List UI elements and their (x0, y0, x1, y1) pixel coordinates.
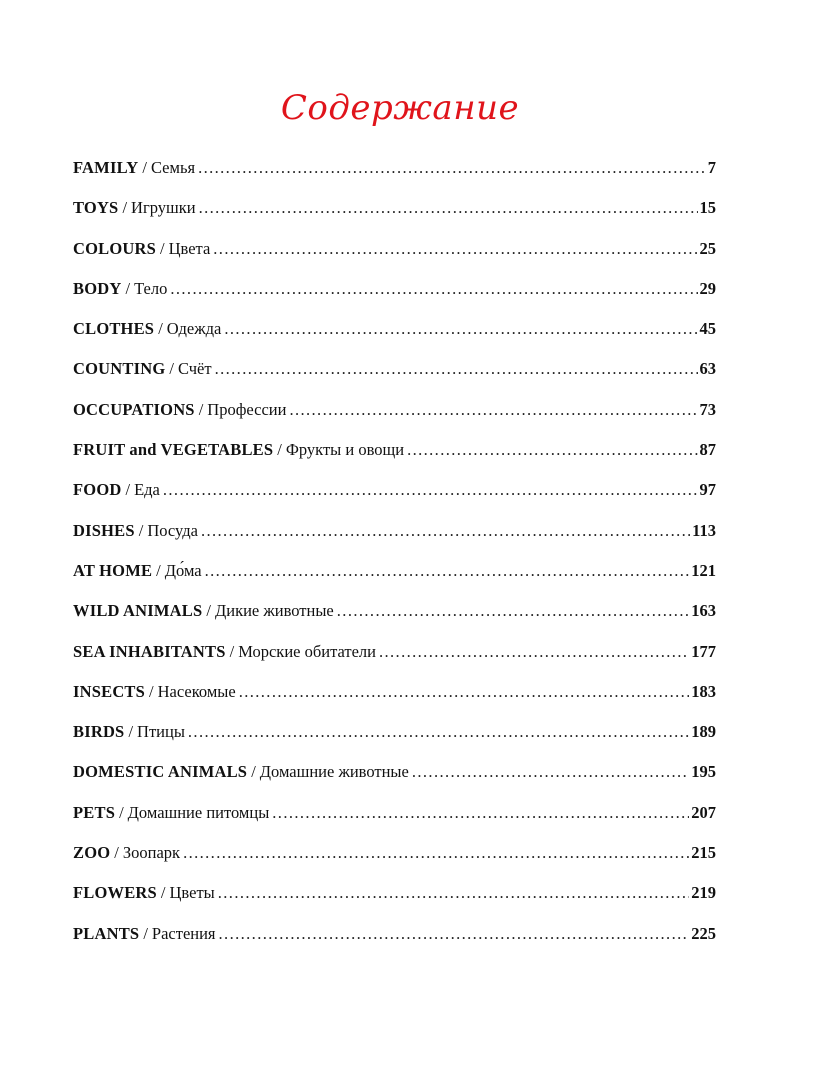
toc-entry[interactable] (73, 752, 716, 792)
toc-entry[interactable] (73, 148, 716, 188)
toc-entry[interactable] (73, 551, 716, 591)
toc-entry[interactable] (73, 349, 716, 389)
toc-entry-page-number: 225 (691, 923, 716, 943)
toc-entry-russian-title: До́ма (164, 560, 202, 580)
toc-entry-russian-title: Тело (134, 278, 168, 298)
toc-entry-page-number: 73 (699, 399, 716, 419)
toc-entry-separator: / (125, 480, 131, 500)
toc-dot-leader (215, 349, 698, 389)
toc-entry-russian-title: Цвета (168, 238, 211, 258)
toc-entry-page-number: 219 (691, 883, 716, 903)
toc-entry-page-number: 15 (699, 198, 716, 218)
toc-dot-leader (407, 430, 697, 470)
toc-dot-leader (219, 914, 690, 954)
toc-dot-leader (163, 470, 698, 510)
toc-entry[interactable] (73, 430, 716, 470)
toc-entry-english-title: BODY (73, 278, 122, 298)
toc-entry-english-title: DOMESTIC ANIMALS (73, 762, 248, 782)
toc-entry[interactable] (73, 511, 716, 551)
toc-entry-english-title: TOYS (73, 198, 119, 218)
toc-entry[interactable] (73, 793, 716, 833)
toc-entry-separator: / (169, 359, 174, 379)
toc-entry-page-number: 45 (699, 319, 716, 339)
toc-entry-russian-title: Счёт (177, 359, 212, 379)
toc-entry-separator: / (149, 681, 154, 701)
toc-entry[interactable] (73, 672, 716, 712)
toc-entry[interactable] (73, 229, 716, 269)
toc-entry-russian-title: Цветы (169, 883, 215, 903)
toc-entry-english-title: FLOWERS (73, 883, 157, 903)
toc-entry-english-title: SEA INHABITANTS (73, 641, 226, 661)
toc-entry[interactable] (73, 591, 716, 631)
toc-entry-separator: / (122, 198, 128, 218)
toc-entry-english-title: COUNTING (73, 359, 166, 379)
toc-entry-page-number: 7 (707, 158, 716, 177)
toc-entry-english-title: INSECTS (73, 681, 146, 701)
toc-entry[interactable] (73, 470, 716, 510)
toc-dot-leader (272, 793, 689, 833)
toc-entry-english-title: PLANTS (73, 923, 140, 943)
toc-entry-russian-title: Насекомые (157, 681, 236, 701)
toc-entry-page-number: 183 (691, 681, 716, 701)
toc-dot-leader (205, 551, 690, 591)
toc-entry[interactable] (73, 833, 716, 873)
toc-dot-leader (188, 712, 689, 752)
toc-entry-english-title: BIRDS (73, 722, 125, 742)
toc-entry-english-title: FOOD (73, 480, 122, 500)
toc-entry-page-number: 25 (699, 238, 716, 258)
toc-entry-russian-title: Дикие животные (214, 601, 334, 621)
toc-entry-separator: / (114, 843, 119, 863)
toc-dot-leader (218, 873, 690, 913)
toc-entry-separator: / (198, 399, 204, 419)
toc-entry-russian-title: Одежда (166, 319, 222, 339)
toc-entry-page-number: 29 (699, 278, 716, 298)
toc-entry-russian-title: Растения (151, 923, 216, 943)
toc-entry-separator: / (160, 238, 165, 258)
toc-entry[interactable] (73, 873, 716, 913)
toc-entry-separator: / (229, 641, 235, 661)
toc-entry-separator: / (138, 520, 144, 540)
toc-entry-russian-title: Посуда (147, 520, 198, 540)
toc-entry-english-title: FAMILY (73, 158, 139, 177)
toc-entry-separator: / (119, 802, 124, 822)
toc-entry-separator: / (156, 560, 161, 580)
toc-entry-page-number: 87 (699, 440, 716, 460)
toc-dot-leader (198, 148, 706, 188)
toc-entry-separator: / (251, 762, 256, 782)
toc-entry-russian-title: Семья (150, 158, 196, 177)
toc-entry-russian-title: Домашние животные (259, 762, 409, 782)
toc-dot-leader (379, 632, 689, 672)
toc-entry[interactable] (73, 309, 716, 349)
toc-entry-page-number: 121 (691, 560, 716, 580)
toc-entry-english-title: AT HOME (73, 560, 153, 580)
toc-entry-english-title: OCCUPATIONS (73, 399, 195, 419)
toc-entry-english-title: CLOTHES (73, 319, 155, 339)
toc-entry-page-number: 195 (691, 762, 716, 782)
toc-entry-english-title: FRUIT and VEGETABLES (73, 440, 274, 460)
toc-entry-russian-title: Птицы (137, 722, 185, 742)
toc-entry-russian-title: Морские обитатели (238, 641, 376, 661)
toc-dot-leader (183, 833, 689, 873)
toc-entry-page-number: 113 (692, 520, 716, 540)
toc-entry[interactable] (73, 269, 716, 309)
toc-dot-leader (170, 269, 697, 309)
table-of-contents (73, 148, 716, 954)
toc-entry-english-title: WILD ANIMALS (73, 601, 203, 621)
toc-entry-separator: / (128, 722, 134, 742)
toc-entry[interactable] (73, 188, 716, 228)
toc-entry-separator: / (143, 923, 148, 943)
toc-entry-page-number: 163 (691, 601, 716, 621)
toc-entry-separator: / (142, 158, 147, 177)
page-title: Содержание (280, 88, 520, 128)
toc-dot-leader (199, 188, 698, 228)
toc-entry-russian-title: Зоопарк (122, 843, 181, 863)
toc-entry-russian-title: Игрушки (131, 198, 196, 218)
toc-dot-leader (289, 390, 697, 430)
toc-entry-english-title: COLOURS (73, 238, 156, 258)
toc-entry[interactable] (73, 712, 716, 752)
toc-entry-page-number: 63 (699, 359, 716, 379)
toc-dot-leader (412, 752, 689, 792)
toc-dot-leader (239, 672, 690, 712)
toc-entry-russian-title: Фрукты и овощи (285, 440, 405, 460)
toc-entry-page-number: 177 (691, 641, 716, 661)
toc-entry-russian-title: Домашние питомцы (127, 802, 270, 822)
toc-entry-separator: / (125, 278, 131, 298)
toc-entry-english-title: PETS (73, 802, 116, 822)
toc-entry[interactable] (73, 390, 716, 430)
toc-dot-leader (213, 229, 697, 269)
toc-entry-english-title: ZOO (73, 843, 111, 863)
toc-entry-english-title: DISHES (73, 520, 135, 540)
toc-entry-russian-title: Профессии (207, 399, 287, 419)
toc-dot-leader (337, 591, 689, 631)
toc-entry[interactable] (73, 632, 716, 672)
toc-entry-russian-title: Еда (134, 480, 160, 500)
toc-entry-page-number: 215 (691, 843, 716, 863)
toc-dot-leader (224, 309, 697, 349)
toc-entry-page-number: 97 (699, 480, 716, 500)
toc-entry-separator: / (160, 883, 166, 903)
toc-entry-separator: / (206, 601, 211, 621)
toc-entry-separator: / (158, 319, 163, 339)
toc-dot-leader (201, 511, 690, 551)
toc-entry-separator: / (277, 440, 282, 460)
toc-entry-page-number: 207 (691, 802, 716, 822)
toc-entry-page-number: 189 (691, 722, 716, 742)
toc-entry[interactable] (73, 914, 716, 954)
